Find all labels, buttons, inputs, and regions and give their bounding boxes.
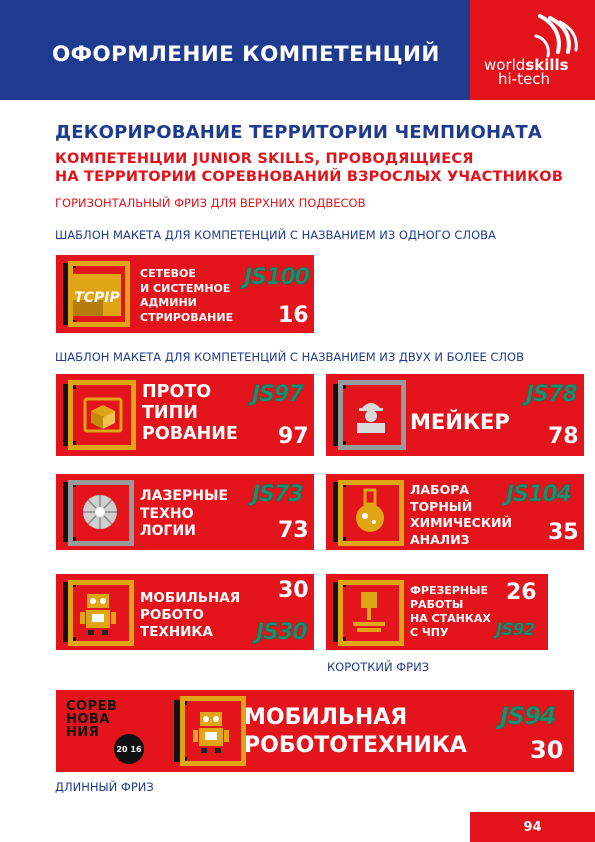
competence-code: JS104 [506, 482, 571, 507]
competence-number: 26 [506, 580, 537, 605]
caption-long-frieze: ДЛИННЫЙ ФРИЗ [55, 780, 154, 794]
competence-code: JS78 [526, 382, 577, 407]
banner-network-admin [56, 255, 314, 333]
subheading: КОМПЕТЕНЦИИ JUNIOR SKILLS, ПРОВОДЯЩИЕСЯ НА ТЕРРИТОРИИ СОРЕВНОВАНИЙ ВЗРОСЛЫХ УЧАСТНИКОВ [55, 151, 564, 185]
worldskills-logo-icon [532, 12, 580, 60]
banner-prototyping [56, 374, 314, 456]
banner-title: МЕЙКЕР [410, 410, 510, 434]
competition-logo: СОРЕВ НОВА НИЯ [66, 699, 118, 740]
banner-cnc-milling [326, 574, 548, 650]
page-title: ОФОРМЛЕНИЕ КОМПЕТЕНЦИЙ [52, 42, 440, 67]
competence-number: 16 [278, 303, 309, 328]
worldskills-logo-text: worldskills hi-tech [484, 56, 569, 88]
milling-machine-icon [344, 584, 394, 640]
banner-title: МОБИЛЬНАЯ РОБОТО ТЕХНИКА [140, 590, 241, 640]
competence-code: JS30 [256, 620, 307, 645]
banner-title: ПРОТО ТИПИ РОВАНИЕ [142, 382, 238, 444]
banner-title: ФРЕЗЕРНЫЕ РАБОТЫ НА СТАНКАХ С ЧПУ [410, 584, 491, 639]
competence-number: 73 [278, 518, 309, 543]
frieze-type-label: ГОРИЗОНТАЛЬНЫЙ ФРИЗ ДЛЯ ВЕРХНИХ ПОДВЕСОВ [55, 196, 366, 210]
page-number: 94 [470, 812, 595, 842]
banner-title: ЛАЗЕРНЫЕ ТЕХНО ЛОГИИ [140, 488, 229, 539]
competence-number: 97 [278, 424, 309, 449]
cube-printer-icon [78, 390, 128, 440]
banner-laser [56, 474, 314, 550]
caption-multi-word: ШАБЛОН МАКЕТА ДЛЯ КОМПЕТЕНЦИЙ С НАЗВАНИЕМ ИЗ ДВУХ И БОЛЕЕ СЛОВ [55, 350, 525, 364]
flask-icon [344, 484, 396, 540]
competence-code: JS92 [496, 620, 535, 640]
competence-code: JS94 [500, 702, 556, 730]
robot-icon [72, 586, 124, 640]
caption-one-word: ШАБЛОН МАКЕТА ДЛЯ КОМПЕТЕНЦИЙ С НАЗВАНИЕМ ИЗ ОДНОГО СЛОВА [55, 228, 496, 242]
competence-code: JS73 [252, 482, 303, 507]
banner-chemistry [326, 474, 584, 550]
year-badge: 20 16 [114, 734, 144, 764]
maker-worker-icon [346, 390, 396, 440]
robot-icon [184, 702, 238, 760]
long-frieze [56, 690, 574, 772]
tcpip-icon [70, 269, 124, 323]
competence-number: 35 [548, 520, 579, 545]
banner-maker [326, 374, 584, 456]
banner-mobile-robotics [56, 574, 314, 650]
banner-title: МОБИЛЬНАЯ РОБОТОТЕХНИКА [244, 705, 467, 758]
section-heading: ДЕКОРИРОВАНИЕ ТЕРРИТОРИИ ЧЕМПИОНАТА [55, 122, 543, 143]
banner-title: ЛАБОРА ТОРНЫЙ ХИМИЧЕСКИЙ АНАЛИЗ [410, 482, 512, 547]
caption-short-frieze: КОРОТКИЙ ФРИЗ [327, 660, 430, 674]
svg-text:TCPIP: TCPIP [74, 290, 120, 306]
laser-disc-icon [74, 486, 126, 538]
competence-code: JS100 [244, 265, 309, 290]
competence-code: JS97 [252, 382, 303, 407]
competence-number: 30 [530, 736, 564, 764]
competence-number: 78 [548, 424, 579, 449]
competence-number: 30 [278, 578, 309, 603]
banner-title: СЕТЕВОЕ И СИСТЕМНОЕ АДМИНИ СТРИРОВАНИЕ [140, 267, 234, 324]
